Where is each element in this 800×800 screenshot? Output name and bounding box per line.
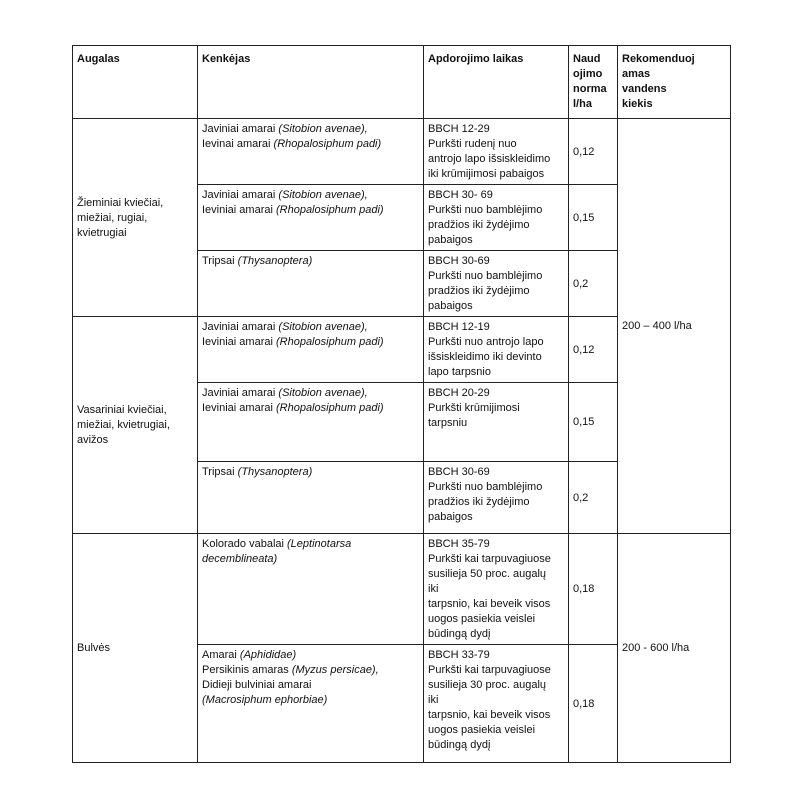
crop-cell [73,534,198,763]
pest-name: Didieji bulviniai amarai [202,679,312,691]
pest-latin-name: (Rhopalosiphum padi) [273,138,382,150]
pest-name: Ieviniai amarai [202,204,276,216]
pest-cell [198,185,424,251]
timing-line: Purkšti nuo bamblėjimo [428,204,543,216]
pest-cell [198,645,424,763]
timing-cell [424,534,569,645]
timing-line: iki krūmijimosi pabaigos [428,168,545,180]
timing-cell [424,462,569,534]
timing-line: susilieja 50 proc. augalų [428,568,547,580]
table-row [73,119,731,185]
pest-latin-name: (Sitobion avenae), [278,123,368,135]
pest-name: Ievinai amarai [202,138,274,150]
timing-line: BBCH 12-19 [428,321,490,333]
timing-line: BBCH 30- 69 [428,189,493,201]
header-rate: Naud ojimo norma l/ha [569,46,618,119]
pest-latin-name: (Rhopalosiphum padi) [275,336,384,348]
pest-latin-name: (Macrosiphum ephorbiae) [202,694,328,706]
pest-name: Amarai [202,649,240,661]
crop-cell [73,119,198,317]
treatment-table [72,45,731,763]
water-cell: 200 – 400 l/ha [618,119,731,534]
pest-latin-name: (Sitobion avenae), [278,321,368,333]
pest-latin-name: (Thysanoptera) [237,255,313,267]
crop-line: miežiai, kvietrugiai, [77,419,170,431]
crop-line: Bulvės [77,642,111,654]
pest-name: Javiniai amarai [202,321,279,333]
timing-line: tarpsniu [428,417,468,429]
pest-line [202,386,419,401]
timing-cell [424,383,569,462]
rate-cell: 0,15 [569,185,618,251]
pest-latin-name: (Thysanoptera) [237,466,313,478]
timing-cell [424,645,569,763]
timing-cell [424,119,569,185]
pest-cell [198,462,424,534]
pest-cell [198,119,424,185]
timing-line: Purkšti nuo bamblėjimo [428,270,543,282]
timing-line: lapo tarpsnio [428,366,491,378]
timing-line: būdingą dydį [428,739,491,751]
timing-line: BBCH 30-69 [428,466,490,478]
pest-line [202,335,419,350]
timing-line: Purkšti nuo bamblėjimo [428,481,543,493]
crop-line: avižos [77,434,109,446]
pest-latin-name: (Sitobion avenae), [278,189,368,201]
pest-cell [198,534,424,645]
timing-line: uogos pasiekia veislei [428,724,536,736]
timing-line: Purkšti krūmijimosi [428,402,520,414]
timing-line: iki [428,694,439,706]
water-cell: 200 - 600 l/ha [618,534,731,763]
timing-line: pabaigos [428,234,473,246]
timing-line: BBCH 20-29 [428,387,490,399]
pest-line [202,552,419,567]
rate-cell: 0,2 [569,251,618,317]
pest-line [202,203,419,218]
header-row [73,46,731,119]
timing-line: Purkšti nuo antrojo lapo [428,336,544,348]
crop-cell [73,317,198,534]
pest-line [202,188,419,203]
pest-cell [198,251,424,317]
pest-name: Persikinis amaras [202,664,292,676]
pest-latin-name: (Myzus persicae), [291,664,379,676]
timing-line: Purkšti kai tarpuvagiuose [428,553,551,565]
pest-line [202,137,419,152]
rate-cell: 0,2 [569,462,618,534]
pest-name: Javiniai amarai [202,123,279,135]
pest-line [202,320,419,335]
pest-line [202,648,419,663]
header-crop: Augalas [73,46,198,119]
timing-line: būdingą dydį [428,628,491,640]
pest-line [202,537,419,552]
pest-name: Ieviniai amarai [202,336,276,348]
pest-name: Javiniai amarai [202,189,279,201]
crop-line: kvietrugiai [77,226,127,239]
timing-line: BBCH 30-69 [428,255,490,267]
timing-line: tarpsnio, kai beveik visos [428,598,551,610]
pest-line [202,122,419,137]
timing-line: BBCH 33-79 [428,649,490,661]
timing-line: iki [428,583,439,595]
pest-latin-name: (Rhopalosiphum padi) [275,204,384,216]
timing-line: pabaigos [428,300,473,312]
timing-cell [424,317,569,383]
pest-line [202,465,419,480]
timing-line: tarpsnio, kai beveik visos [428,709,551,721]
crop-line: Vasariniai kviečiai, [77,404,167,416]
pest-line [202,401,419,416]
pest-latin-name: (Aphididae) [239,649,297,661]
pest-line [202,678,419,693]
pest-cell [198,383,424,462]
pest-latin-name: (Rhopalosiphum padi) [275,402,384,414]
timing-line: BBCH 12-29 [428,123,490,135]
header-timing: Apdorojimo laikas [424,46,569,119]
pest-cell [198,317,424,383]
pest-name: Ieviniai amarai [202,402,276,414]
crop-line: miežiai, rugiai, [77,211,148,224]
timing-cell [424,251,569,317]
timing-line: Purkšti rudenį nuo [428,138,517,150]
pest-latin-name: (Sitobion avenae), [278,387,368,399]
timing-line: pradžios iki žydėjimo [428,219,530,231]
pest-name: Tripsai [202,466,238,478]
pest-name: Tripsai [202,255,238,267]
timing-line: BBCH 35-79 [428,538,490,550]
pest-name: Kolorado vabalai [202,538,288,550]
timing-line: pabaigos [428,511,473,523]
table-row [73,534,731,645]
timing-cell [424,185,569,251]
pest-line [202,693,419,708]
timing-line: išsiskleidimo iki devinto [428,351,542,363]
rate-cell: 0,15 [569,383,618,462]
timing-line: antrojo lapo išsiskleidimo [428,153,551,165]
timing-line: pradžios iki žydėjimo [428,496,530,508]
timing-line: uogos pasiekia veislei [428,613,536,625]
header-water: Rekomenduoj amas vandens kiekis [618,46,731,119]
timing-line: susilieja 30 proc. augalų [428,679,547,691]
timing-line: Purkšti kai tarpuvagiuose [428,664,551,676]
table-body [73,119,731,763]
pest-line [202,254,419,269]
pest-latin-name: decemblineata) [202,553,278,565]
rate-cell: 0,18 [569,534,618,645]
pest-latin-name: (Leptinotarsa [287,538,352,550]
pest-name: Javiniai amarai [202,387,279,399]
rate-cell: 0,12 [569,119,618,185]
header-pest: Kenkėjas [198,46,424,119]
timing-line: pradžios iki žydėjimo [428,285,530,297]
rate-cell: 0,12 [569,317,618,383]
crop-line: Žieminiai kviečiai, [77,196,164,209]
rate-cell: 0,18 [569,645,618,763]
pest-line [202,663,419,678]
